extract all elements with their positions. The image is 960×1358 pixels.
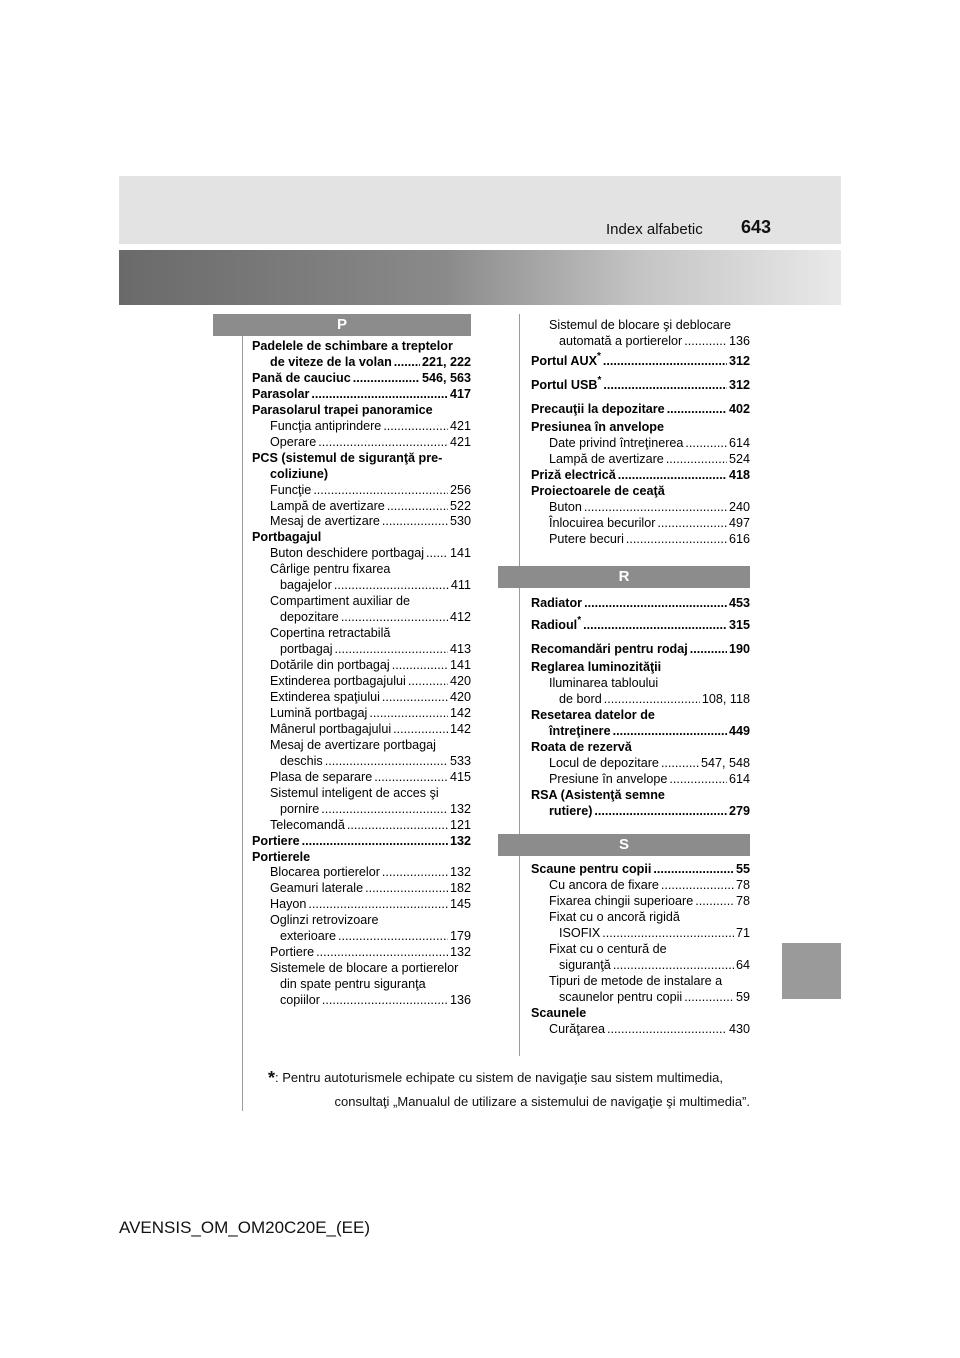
index-subentry: pornire ..... 132 xyxy=(252,802,471,818)
index-subentry: Funcţia antiprindere ..... 421 xyxy=(252,419,471,435)
index-subentry: bagajelor ..... 411 xyxy=(252,578,471,594)
index-entry: întreţinere ..... 449 xyxy=(531,724,750,740)
footnote xyxy=(268,1064,750,1114)
index-subentry: Presiune în anvelope ..... 614 xyxy=(531,772,750,788)
index-subentry: Copertina retractabilă xyxy=(270,626,391,641)
index-entry: Portierele xyxy=(252,849,311,864)
index-subentry: Sistemele de blocare a portierelor xyxy=(270,961,459,976)
index-entry: Padelele de schimbare a treptelor xyxy=(252,339,453,353)
index-entry: Precauţii la depozitare ..... 402 xyxy=(531,398,750,420)
index-subentry: Mesaj de avertizare portbagaj xyxy=(270,737,436,752)
header-bar xyxy=(119,176,841,244)
index-subentry: scaunelor pentru copii ..... 59 xyxy=(531,990,750,1006)
index-entry: Priză electrică ..... 418 xyxy=(531,468,750,484)
index-subentry: Mânerul portbagajului ..... 142 xyxy=(252,722,471,738)
index-entry: Portul AUX* ..... 312 xyxy=(531,350,750,374)
index-subentry: exterioare ..... 179 xyxy=(252,929,471,945)
index-subentry: Putere becuri ..... 616 xyxy=(531,532,750,548)
section-header-r: R xyxy=(498,566,750,588)
index-subentry: Locul de depozitare ..... 547, 548 xyxy=(531,756,750,772)
index-subentry: Extinderea spaţiului ..... 420 xyxy=(252,690,471,706)
index-entry: Radiator ..... 453 xyxy=(531,592,750,614)
document-code: AVENSIS_OM_OM20C20E_(EE) xyxy=(119,1218,370,1237)
index-entry: Portbagajul xyxy=(252,530,322,545)
index-entry: Reglarea luminozităţii xyxy=(531,660,662,674)
index-subentry: Plasa de separare ..... 415 xyxy=(252,770,471,786)
index-subentry: ISOFIX ..... 71 xyxy=(531,926,750,942)
footnote-line-2: consultaţi „Manualul de utilizare a sistemului de navigaţie şi multimedia”. xyxy=(334,1094,750,1109)
index-subentry: Fixat cu o centură de xyxy=(549,941,667,956)
index-column-right-r xyxy=(531,592,750,820)
index-subentry: Curăţarea ..... 430 xyxy=(531,1022,750,1038)
index-subentry: Cârlige pentru fixarea xyxy=(270,562,391,577)
index-entry: Recomandări pentru rodaj ..... 190 xyxy=(531,638,750,660)
index-entry: Pană de cauciuc ..... 546, 563 xyxy=(252,371,471,387)
header-gradient-band xyxy=(119,250,841,305)
footnote-marker: * xyxy=(268,1068,276,1088)
index-entry: Roata de rezervă xyxy=(531,739,632,754)
index-subentry: din spate pentru siguranţa xyxy=(280,977,426,992)
index-subentry: Operare ..... 421 xyxy=(252,435,471,451)
footnote-line-1: : Pentru autoturismele echipate cu sistem de navigaţie sau sistem multimedia, xyxy=(275,1070,724,1085)
index-entry: Resetarea datelor de xyxy=(531,707,655,722)
index-entry: Parasolarul trapei panoramice xyxy=(252,402,433,417)
index-subentry: Date privind întreţinerea ..... 614 xyxy=(531,436,750,452)
page-title: Index alfabetic xyxy=(606,221,703,238)
index-entry: Proiectoarele de ceaţă xyxy=(531,483,665,498)
center-column-rule xyxy=(519,314,520,1056)
page-number: 643 xyxy=(741,217,772,237)
index-column-right-s xyxy=(531,862,750,1037)
index-subentry: Compartiment auxiliar de xyxy=(270,594,410,609)
index-entry: Radioul* ..... 315 xyxy=(531,614,750,638)
index-subentry: deschis ..... 533 xyxy=(252,754,471,770)
index-subentry: siguranţă ..... 64 xyxy=(531,958,750,974)
index-entry: PCS (sistemul de siguranţă pre- xyxy=(252,450,443,465)
index-subentry: de bord ..... 108, 118 xyxy=(531,692,750,708)
index-subentry: Lampă de avertizare ..... 524 xyxy=(531,452,750,468)
index-subentry: Tipuri de metode de instalare a xyxy=(549,973,723,988)
index-subentry: Iluminarea tabloului xyxy=(549,675,659,690)
index-subentry: Hayon ..... 145 xyxy=(252,897,471,913)
index-entry: de viteze de la volan ..... 221, 222 xyxy=(252,355,471,371)
index-subentry: Telecomandă ..... 121 xyxy=(252,818,471,834)
index-subentry: Funcţie ..... 256 xyxy=(252,483,471,499)
index-subentry: Portiere ..... 132 xyxy=(252,945,471,961)
index-entry: RSA (Asistenţă semne xyxy=(531,787,665,802)
index-entry: Scaune pentru copii ..... 55 xyxy=(531,862,750,878)
index-subentry: Lampă de avertizare ..... 522 xyxy=(252,499,471,515)
index-subentry: Sistemul inteligent de acces şi xyxy=(270,785,439,800)
index-subentry: Înlocuirea becurilor ..... 497 xyxy=(531,516,750,532)
index-entry: Parasolar ..... 417 xyxy=(252,387,471,403)
index-entry: Presiunea în anvelope xyxy=(531,419,664,434)
index-subentry: Buton deschidere portbagaj ..... 141 xyxy=(252,546,471,562)
index-subentry: Blocarea portierelor ..... 132 xyxy=(252,865,471,881)
index-subentry: Fixat cu o ancoră rigidă xyxy=(549,909,680,924)
index-entry: Scaunele xyxy=(531,1005,587,1020)
index-subentry: Fixarea chingii superioare ..... 78 xyxy=(531,894,750,910)
section-header-p: P xyxy=(213,314,471,336)
index-entry: rutiere) ..... 279 xyxy=(531,804,750,820)
index-subentry: Cu ancora de fixare ..... 78 xyxy=(531,878,750,894)
index-subentry: Buton ..... 240 xyxy=(531,500,750,516)
index-subentry: copiilor ..... 136 xyxy=(252,993,471,1009)
index-subentry: Extinderea portbagajului ..... 420 xyxy=(252,674,471,690)
index-subentry: Geamuri laterale ..... 182 xyxy=(252,881,471,897)
section-thumb-tab xyxy=(782,943,841,999)
index-entry: Portul USB* ..... 312 xyxy=(531,374,750,398)
index-subentry: automată a portierelor ..... 136 xyxy=(531,334,750,350)
index-subentry: Dotările din portbagaj ..... 141 xyxy=(252,658,471,674)
index-subentry: portbagaj ..... 413 xyxy=(252,642,471,658)
index-entry: Portiere ..... 132 xyxy=(252,834,471,850)
index-column-left xyxy=(252,339,471,1009)
index-subentry: Oglinzi retrovizoare xyxy=(270,913,379,928)
index-subentry: depozitare ..... 412 xyxy=(252,610,471,626)
section-header-s: S xyxy=(498,834,750,856)
index-subentry: Sistemul de blocare şi deblocare xyxy=(549,318,732,332)
left-column-rule xyxy=(242,314,243,1111)
index-column-right-top xyxy=(531,318,750,548)
index-subentry: Lumină portbagaj ..... 142 xyxy=(252,706,471,722)
index-entry: coliziune) xyxy=(270,466,329,481)
index-subentry: Mesaj de avertizare ..... 530 xyxy=(252,514,471,530)
